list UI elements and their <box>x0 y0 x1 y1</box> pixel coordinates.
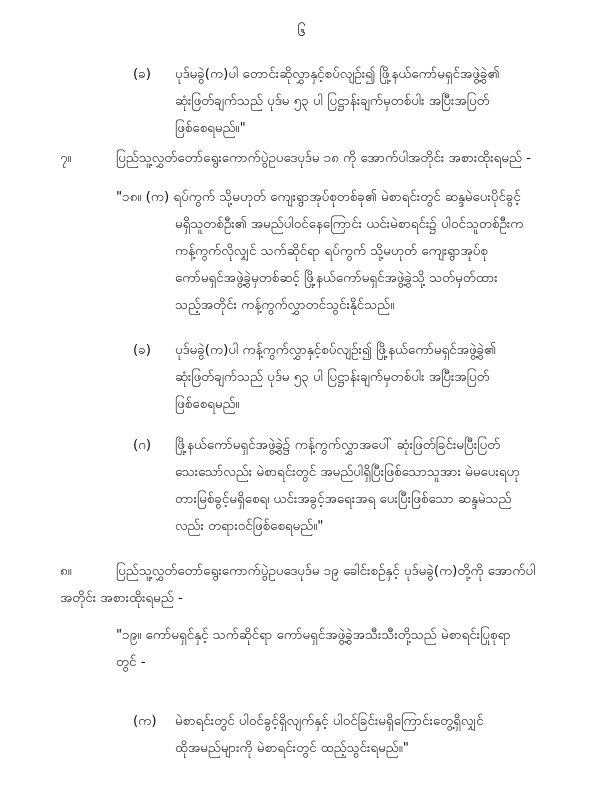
section-paragraph <box>60 558 566 612</box>
text-line: ကန့်ကွက်လိုလျှင် သက်ဆိုင်ရာ ရပ်ကွက် သို့မဟုတ် ကျေးရွာအုပ်စု <box>175 244 488 259</box>
text-line: ထိုအမည်များကို မဲစာရင်းတွင် ထည့်သွင်းရမည်။" <box>175 741 409 756</box>
text-line: ပြည်သူ့လွှတ်တော်ရွေးကောက်ပွဲဥပဒေပုဒ်မ ၁၈ ကို အောက်ပါအတိုင်း အစားထိုးရမည် - <box>116 151 532 166</box>
text-line: မရှိသူတစ်ဦး၏ အမည်ပါဝင်နေကြောင်း ယင်းမဲစာရင်း၌ ပါဝင်သူတစ်ဦးက <box>175 217 524 232</box>
text-line: ပြည်သူ့လွှတ်တော်ရွေးကောက်ပွဲဥပဒေပုဒ်မ ၁၉ ခေါင်းစဉ်နှင့် ပုဒ်မခွဲ(က)တို့ကို အောက်ပါ <box>116 564 536 579</box>
clause-paragraph <box>175 432 565 540</box>
text-line: အတိုင်း အစားထိုးရမည် - <box>60 591 183 606</box>
text-line: ပုဒ်မခွဲ(က)ပါ ကန့်ကွက်လွှာနှင့်စပ်လျဉ်း၍ ဖြို့နယ်ကော်မရှင်အဖွဲ့ခွဲ၏ <box>175 343 497 358</box>
text-line: ဆုံးဖြတ်ချက်သည် ပုဒ်မ ၅၃ ပါ ပြဋ္ဌာန်းချက်မှတစ်ပါး အပြီးအပြတ် <box>175 370 490 385</box>
text-line: ပုဒ်မခွဲ(က)ပါ တောင်းဆိုလွှာနှင့်စပ်လျဉ်း၍ ဖြို့နယ်ကော်မရှင်အဖွဲ့ခွဲ၏ <box>175 67 500 82</box>
clause-marker: (ဂ) <box>133 438 152 453</box>
text-line: "၁၈။ (က) ရပ်ကွက် သို့မဟုတ် ကျေးရွာအုပ်စုတစ်ခု၏ မဲစာရင်းတွင် ဆန္ဒမဲပေးပိုင်ခွင့် <box>116 190 521 205</box>
text-line: မဲစာရင်းတွင် ပါဝင်ခွင့်ရှိလျက်နှင့် ပါဝင်ခြင်းမရှိကြောင်းတွေ့ရှိလျှင် <box>175 714 484 729</box>
page-number: ၆ <box>297 22 306 40</box>
clause-marker: (က) <box>133 714 157 729</box>
text-line: လည်း တရားဝင်ဖြစ်စေရမည်။" <box>175 519 324 534</box>
quoted-section-paragraph <box>116 184 566 319</box>
clause-marker: (ခ) <box>133 67 151 82</box>
section-paragraph <box>116 145 566 172</box>
quoted-section-paragraph <box>116 622 566 676</box>
clause-paragraph <box>175 337 565 418</box>
text-line: သေးသော်လည်း မဲစာရင်းတွင် အမည်ပါရှိပြီးဖြစ်သောသူအား မဲမပေးရဟု <box>175 465 520 480</box>
text-line: တားမြစ်ခွင့်မရှိစေရ၊ ယင်းအခွင့်အရေးအရ ပေးပြီးဖြစ်သော ဆန္ဒမဲသည် <box>175 492 512 507</box>
clause-paragraph <box>175 61 565 142</box>
text-line: ကော်မရှင်အဖွဲ့ခွဲမှတစ်ဆင့် ဖြို့နယ်ကော်မရှင်အဖွဲ့ခွဲသို့ သတ်မှတ်ထား <box>175 271 498 286</box>
clause-paragraph <box>175 708 565 762</box>
text-line: ဖြစ်စေရမည်။ <box>175 397 240 412</box>
section-number: ၈။ <box>60 564 72 579</box>
text-line: သည့်အတိုင်း ကန့်ကွက်လွှာတင်သွင်းနိုင်သည်။ <box>175 298 395 313</box>
text-line: ဆုံးဖြတ်ချက်သည် ပုဒ်မ ၅၃ ပါ ပြဋ္ဌာန်းချက်မှတစ်ပါး အပြီးအပြတ် <box>175 94 490 109</box>
text-line: တွင် - <box>116 655 146 670</box>
text-line: "၁၉။ ကော်မရှင်နှင့် သက်ဆိုင်ရာ ကော်မရှင်အဖွဲ့ခွဲအသီးသီးတို့သည် မဲစာရင်းပြုစုရာ <box>116 628 511 643</box>
section-number: ၇။ <box>60 151 72 166</box>
text-line: ဖြစ်စေရမည်။" <box>175 121 246 136</box>
text-line: ဖြို့နယ်ကော်မရှင်အဖွဲ့ခွဲ၌ ကန့်ကွက်လွှာအပေါ် ဆုံးဖြတ်ခြင်းမပြီးပြတ် <box>175 438 501 453</box>
clause-marker: (ခ) <box>133 343 151 358</box>
